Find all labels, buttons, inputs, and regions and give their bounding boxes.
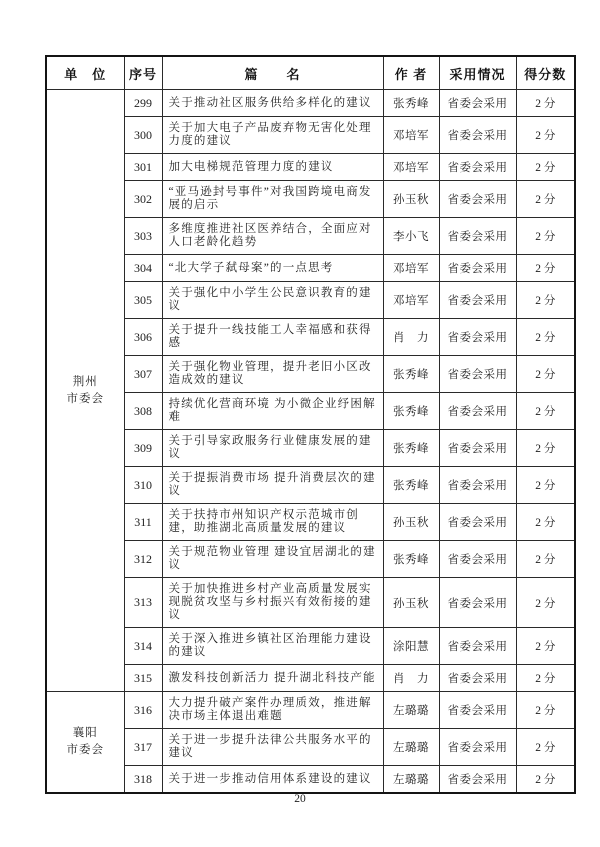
author-cell: 李小飞 [383,218,439,255]
serial-cell: 306 [124,319,162,356]
page-number: 20 [294,793,306,805]
unit-cell: 襄阳 市委会 [46,692,124,794]
author-cell: 左璐璐 [383,766,439,794]
author-cell: 左璐璐 [383,692,439,729]
table-row [46,319,575,356]
title-cell: 加大电梯规范管理力度的建议 [162,154,383,181]
score-cell: 2 分 [516,578,575,628]
author-cell: 张秀峰 [383,356,439,393]
author-cell: 肖 力 [383,665,439,692]
adoption-cell: 省委会采用 [439,578,516,628]
title-cell: 多维度推进社区医养结合，全面应对人口老龄化趋势 [162,218,383,255]
author-cell: 张秀峰 [383,430,439,467]
score-cell: 2 分 [516,181,575,218]
title-cell: 关于规范物业管理 建设宜居湖北的建议 [162,541,383,578]
table-row [46,665,575,692]
table-row [46,541,575,578]
table-row [46,628,575,665]
author-cell: 肖 力 [383,319,439,356]
adoption-cell: 省委会采用 [439,181,516,218]
serial-cell: 313 [124,578,162,628]
score-cell: 2 分 [516,154,575,181]
title-cell: 关于深入推进乡镇社区治理能力建设的建议 [162,628,383,665]
table-row [46,766,575,794]
author-cell: 邓培军 [383,282,439,319]
adoption-cell: 省委会采用 [439,255,516,282]
serial-cell: 299 [124,90,162,117]
table-row [46,578,575,628]
title-cell: 关于加快推进乡村产业高质量发展实现脱贫攻坚与乡村振兴有效衔接的建议 [162,578,383,628]
adoption-cell: 省委会采用 [439,393,516,430]
serial-cell: 300 [124,117,162,154]
header-author: 作 者 [383,56,439,90]
serial-cell: 312 [124,541,162,578]
title-cell: 关于扶持市州知识产权示范城市创建，助推湖北高质量发展的建议 [162,504,383,541]
results-table [45,55,576,794]
serial-cell: 314 [124,628,162,665]
title-cell: 关于进一步提升法律公共服务水平的建议 [162,729,383,766]
table-row [46,729,575,766]
title-cell: 关于强化物业管理，提升老旧小区改造成效的建议 [162,356,383,393]
adoption-cell: 省委会采用 [439,541,516,578]
serial-cell: 308 [124,393,162,430]
author-cell: 邓培军 [383,154,439,181]
author-cell: 张秀峰 [383,467,439,504]
adoption-cell: 省委会采用 [439,282,516,319]
serial-cell: 316 [124,692,162,729]
title-cell: 关于引导家政服务行业健康发展的建议 [162,430,383,467]
table-header [46,56,575,90]
title-cell: 关于提振消费市场 提升消费层次的建议 [162,467,383,504]
table-row [46,356,575,393]
score-cell: 2 分 [516,430,575,467]
table-row [46,181,575,218]
score-cell: 2 分 [516,319,575,356]
table-body [46,90,575,794]
score-cell: 2 分 [516,117,575,154]
serial-cell: 303 [124,218,162,255]
adoption-cell: 省委会采用 [439,117,516,154]
adoption-cell: 省委会采用 [439,154,516,181]
adoption-cell: 省委会采用 [439,218,516,255]
adoption-cell: 省委会采用 [439,692,516,729]
serial-cell: 304 [124,255,162,282]
score-cell: 2 分 [516,729,575,766]
serial-cell: 315 [124,665,162,692]
header-serial: 序号 [124,56,162,90]
table-row [46,90,575,117]
table-row [46,282,575,319]
author-cell: 邓培军 [383,117,439,154]
table-row [46,255,575,282]
table-row [46,154,575,181]
serial-cell: 307 [124,356,162,393]
author-cell: 涂阳慧 [383,628,439,665]
adoption-cell: 省委会采用 [439,504,516,541]
serial-cell: 310 [124,467,162,504]
adoption-cell: 省委会采用 [439,430,516,467]
adoption-cell: 省委会采用 [439,356,516,393]
unit-cell: 荆州 市委会 [46,90,124,692]
adoption-cell: 省委会采用 [439,319,516,356]
adoption-cell: 省委会采用 [439,729,516,766]
adoption-cell: 省委会采用 [439,665,516,692]
title-cell: 关于进一步推动信用体系建设的建议 [162,766,383,794]
score-cell: 2 分 [516,218,575,255]
author-cell: 左璐璐 [383,729,439,766]
title-cell: 大力提升破产案件办理质效，推进解决市场主体退出难题 [162,692,383,729]
score-cell: 2 分 [516,665,575,692]
table-row [46,393,575,430]
score-cell: 2 分 [516,766,575,794]
author-cell: 孙玉秋 [383,181,439,218]
score-cell: 2 分 [516,255,575,282]
score-cell: 2 分 [516,504,575,541]
score-cell: 2 分 [516,467,575,504]
header-score: 得分数 [516,56,575,90]
title-cell: 关于提升一线技能工人幸福感和获得感 [162,319,383,356]
table-row [46,467,575,504]
adoption-cell: 省委会采用 [439,766,516,794]
author-cell: 邓培军 [383,255,439,282]
author-cell: 张秀峰 [383,90,439,117]
serial-cell: 301 [124,154,162,181]
serial-cell: 309 [124,430,162,467]
score-cell: 2 分 [516,356,575,393]
score-cell: 2 分 [516,393,575,430]
author-cell: 张秀峰 [383,393,439,430]
title-cell: “北大学子弑母案”的一点思考 [162,255,383,282]
title-cell: 关于加大电子产品废弃物无害化处理力度的建议 [162,117,383,154]
score-cell: 2 分 [516,282,575,319]
header-adoption: 采用情况 [439,56,516,90]
header-row [46,56,575,90]
adoption-cell: 省委会采用 [439,90,516,117]
serial-cell: 311 [124,504,162,541]
serial-cell: 318 [124,766,162,794]
title-cell: 激发科技创新活力 提升湖北科技产能 [162,665,383,692]
score-cell: 2 分 [516,541,575,578]
score-cell: 2 分 [516,628,575,665]
header-title: 篇 名 [162,56,383,90]
table-row [46,117,575,154]
serial-cell: 317 [124,729,162,766]
serial-cell: 305 [124,282,162,319]
adoption-cell: 省委会采用 [439,467,516,504]
title-cell: 关于强化中小学生公民意识教育的建议 [162,282,383,319]
title-cell: 持续优化营商环境 为小微企业纾困解难 [162,393,383,430]
table-row [46,218,575,255]
title-cell: 关于推动社区服务供给多样化的建议 [162,90,383,117]
author-cell: 孙玉秋 [383,504,439,541]
table-row [46,430,575,467]
table-row [46,692,575,729]
author-cell: 孙玉秋 [383,578,439,628]
title-cell: “亚马逊封号事件”对我国跨境电商发展的启示 [162,181,383,218]
table-row [46,504,575,541]
score-cell: 2 分 [516,692,575,729]
author-cell: 张秀峰 [383,541,439,578]
serial-cell: 302 [124,181,162,218]
score-cell: 2 分 [516,90,575,117]
adoption-cell: 省委会采用 [439,628,516,665]
header-unit: 单 位 [46,56,124,90]
